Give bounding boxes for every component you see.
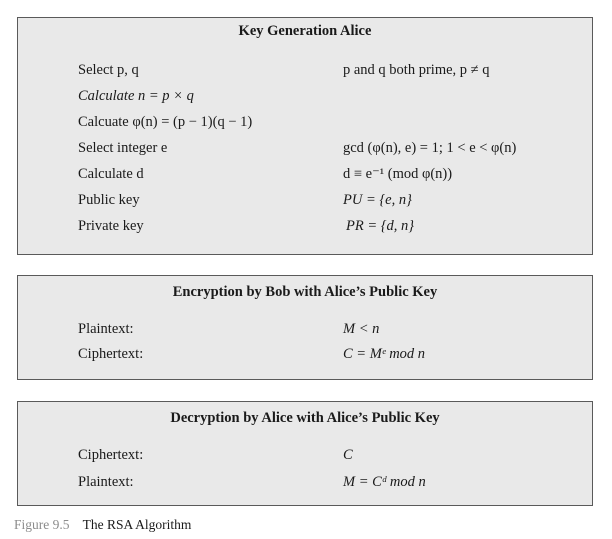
decryption-row-ciphertext [18,444,592,466]
keygen-row-calculate-phi [18,111,592,133]
encryption-title: Encryption by Bob with Alice’s Public Key [172,284,438,300]
encryption-value-plaintext: M < n [343,321,380,337]
keygen-label-select-pq: Select p, q [78,62,139,78]
keygen-row-select-pq [18,59,592,81]
decryption-label-plaintext: Plaintext: [78,474,134,490]
decryption-label-ciphertext: Ciphertext: [78,447,144,463]
decryption-title: Decryption by Alice with Alice’s Public Key [170,410,440,426]
keygen-label-calculate-d: Calculate d [78,166,144,182]
figure-title: The RSA Algorithm [82,517,192,532]
keygen-value-select-e: gcd (φ(n), e) = 1; 1 < e < φ(n) [343,140,517,156]
encryption-label-plaintext: Plaintext: [78,321,134,337]
encryption-row-ciphertext [18,343,592,365]
encryption-label-ciphertext: Ciphertext: [78,346,144,362]
figure-caption [14,517,191,533]
keygen-value-public-key: PU = {e, n} [343,192,412,208]
figure-number: Figure 9.5 [14,517,70,532]
keygen-value-select-pq: p and q both prime, p ≠ q [343,62,490,78]
keygen-value-calculate-d: d ≡ e⁻¹ (mod φ(n)) [343,166,453,182]
keygen-label-calculate-phi: Calcuate φ(n) = (p − 1)(q − 1) [78,114,253,130]
encryption-value-ciphertext: C = Mᵉ mod n [343,346,426,362]
keygen-row-select-e [18,137,592,159]
keygen-label-private-key: Private key [78,218,144,234]
encryption-row-plaintext [18,318,592,340]
encryption-panel [17,275,593,380]
decryption-panel [17,401,593,506]
decryption-row-plaintext [18,471,592,493]
keygen-value-private-key: PR = {d, n} [346,218,415,234]
keygen-label-select-e: Select integer e [78,140,168,156]
keygen-row-calculate-d [18,163,592,185]
decryption-value-plaintext: M = Cᵈ mod n [343,474,426,490]
keygen-row-private-key [18,215,592,237]
keygen-label-calculate-n: Calculate n = p × q [78,88,194,104]
keygen-row-calculate-n [18,85,592,107]
keygen-row-public-key [18,189,592,211]
decryption-value-ciphertext: C [343,447,353,463]
key-generation-panel [17,17,593,255]
keygen-label-public-key: Public key [78,192,140,208]
key-generation-title: Key Generation Alice [238,23,372,39]
